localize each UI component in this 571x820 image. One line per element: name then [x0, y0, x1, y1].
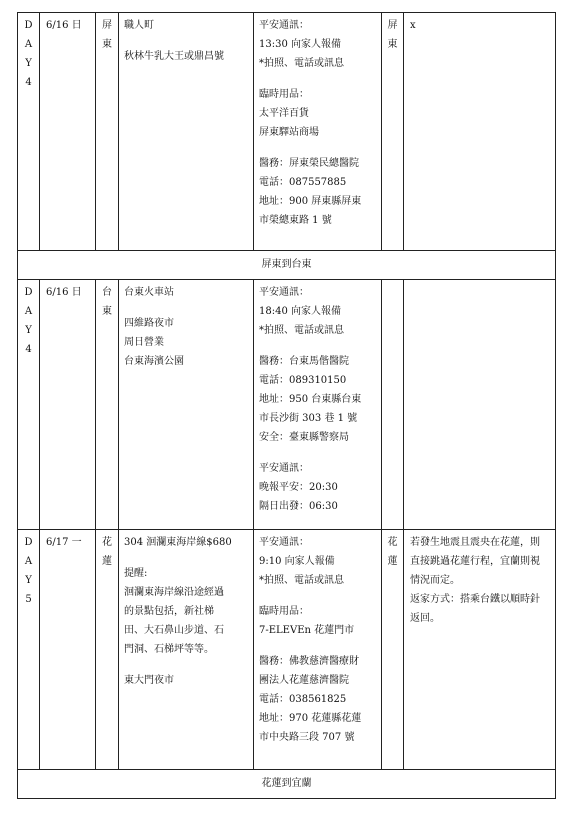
city-char: 東	[102, 39, 112, 50]
notice-cell	[254, 280, 382, 530]
place-line: 提醒:	[124, 568, 148, 579]
group-spacer	[259, 142, 376, 154]
date-cell: 6/16 日	[40, 13, 96, 251]
day-char: A	[24, 306, 33, 317]
next-city-label	[382, 13, 404, 251]
notice-line: 醫務：屏東榮民總醫院	[259, 158, 359, 169]
transfer-row	[18, 251, 556, 280]
day-char: D	[24, 287, 33, 298]
notice-line: 平安通訊：	[259, 287, 309, 298]
note-line: 直接跳過花蓮行程，宜蘭則視	[410, 556, 540, 567]
notice-line: 地址：970 花蓮縣花蓮	[259, 713, 362, 724]
notice-line: 地址：900 屏東縣屏東	[259, 196, 362, 207]
notice-line: *拍照、電話或訊息	[259, 325, 344, 336]
day-char: D	[24, 20, 33, 31]
group-spacer	[124, 552, 248, 564]
group-spacer	[124, 659, 248, 671]
notice-line: 18:40 向家人報備	[259, 306, 341, 317]
city-char: 蓮	[102, 556, 112, 567]
day-row	[18, 13, 556, 251]
notice-line: 平安通訊：	[259, 463, 309, 474]
city-label	[96, 13, 119, 251]
group-spacer	[259, 447, 376, 459]
notice-cell	[254, 530, 382, 770]
day-label	[18, 13, 40, 251]
next-city-char: 東	[387, 39, 398, 50]
notice-line: 電話：038561825	[259, 694, 347, 705]
day-char: A	[24, 556, 33, 567]
city-char: 東	[102, 306, 112, 317]
day-char: Y	[25, 575, 32, 586]
date-cell: 6/17 一	[40, 530, 96, 770]
place-line: 台東海濱公園	[124, 356, 184, 367]
group-spacer	[259, 340, 376, 352]
notice-line: 9:10 向家人報備	[259, 556, 335, 567]
notes-cell	[404, 530, 556, 770]
note-line: x	[410, 20, 416, 31]
notice-line: 市榮總東路 1 號	[259, 215, 332, 226]
next-city-char: 蓮	[387, 556, 398, 567]
next-city-char: 花	[387, 537, 398, 548]
day-char: 5	[25, 594, 32, 605]
notice-line: 醫務：台東馬偕醫院	[259, 356, 349, 367]
place-line: 304 洄瀾東海岸線$680	[124, 537, 232, 548]
notice-line: 臨時用品：	[259, 606, 309, 617]
notice-line: 7-ELEVEn 花蓮門市	[259, 625, 355, 636]
itinerary-table	[17, 12, 556, 799]
notice-line: *拍照、電話或訊息	[259, 58, 344, 69]
place-line: 秋林牛乳大王或鼎昌號	[124, 51, 224, 62]
day-row	[18, 530, 556, 770]
city-char: 屏	[102, 20, 112, 31]
group-spacer	[124, 302, 248, 314]
place-line: 四維路夜市	[124, 318, 174, 329]
places-cell	[119, 280, 254, 530]
next-city-label	[382, 530, 404, 770]
note-line: 返回。	[410, 613, 440, 624]
group-spacer	[259, 640, 376, 652]
notice-line: 電話：087557885	[259, 177, 347, 188]
note-line: 若發生地震且震央在花蓮，則	[410, 537, 540, 548]
notice-line: *拍照、電話或訊息	[259, 575, 344, 586]
notice-line: 團法人花蓮慈濟醫院	[259, 675, 349, 686]
notice-cell	[254, 13, 382, 251]
place-line: 田、大石鼻山步道、石	[124, 625, 224, 636]
itinerary-body	[18, 13, 556, 799]
city-char: 台	[102, 287, 112, 298]
notice-line: 臨時用品：	[259, 89, 309, 100]
notes-cell	[404, 280, 556, 530]
transfer-text: 花蓮到宜蘭	[18, 770, 556, 799]
place-line: 周日營業	[124, 337, 164, 348]
notice-line: 平安通訊：	[259, 20, 309, 31]
transfer-text: 屏東到台東	[18, 251, 556, 280]
group-spacer	[124, 35, 248, 47]
place-line: 台東火車站	[124, 287, 174, 298]
place-line: 洄瀾東海岸線沿途經過	[124, 587, 224, 598]
place-line: 東大門夜市	[124, 675, 174, 686]
notice-line: 電話：089310150	[259, 375, 347, 386]
day-label	[18, 280, 40, 530]
note-line: 情況而定。	[410, 575, 460, 586]
notice-line: 市長沙街 303 巷 1 號	[259, 413, 358, 424]
day-char: D	[24, 537, 33, 548]
notice-line: 市中央路三段 707 號	[259, 732, 355, 743]
notes-cell	[404, 13, 556, 251]
notice-line: 安全：臺東縣警察局	[259, 432, 349, 443]
places-cell	[119, 530, 254, 770]
notice-line: 隔日出發：06:30	[259, 501, 338, 512]
group-spacer	[259, 590, 376, 602]
day-char: 4	[25, 344, 32, 355]
day-char: A	[24, 39, 33, 50]
notice-line: 太平洋百貨	[259, 108, 309, 119]
next-city-label	[382, 280, 404, 530]
notice-line: 醫務：佛教慈濟醫療財	[259, 656, 359, 667]
next-city-char: 屏	[387, 20, 398, 31]
city-label	[96, 280, 119, 530]
place-line: 門洞、石梯坪等等。	[124, 644, 214, 655]
date-cell: 6/16 日	[40, 280, 96, 530]
notice-line: 平安通訊：	[259, 537, 309, 548]
transfer-row	[18, 770, 556, 799]
places-cell	[119, 13, 254, 251]
city-char: 花	[102, 537, 112, 548]
place-line: 的景點包括，新社梯	[124, 606, 214, 617]
city-label	[96, 530, 119, 770]
notice-line: 地址：950 台東縣台東	[259, 394, 362, 405]
notice-line: 晚報平安：20:30	[259, 482, 338, 493]
day-char: Y	[25, 58, 32, 69]
place-line: 職人町	[124, 20, 154, 31]
notice-line: 屏東驛站商場	[259, 127, 319, 138]
day-char: 4	[25, 77, 32, 88]
day-row	[18, 280, 556, 530]
group-spacer	[259, 73, 376, 85]
notice-line: 13:30 向家人報備	[259, 39, 341, 50]
day-label	[18, 530, 40, 770]
day-char: Y	[25, 325, 32, 336]
note-line: 返家方式：搭乘台鐵以順時針	[410, 594, 540, 605]
